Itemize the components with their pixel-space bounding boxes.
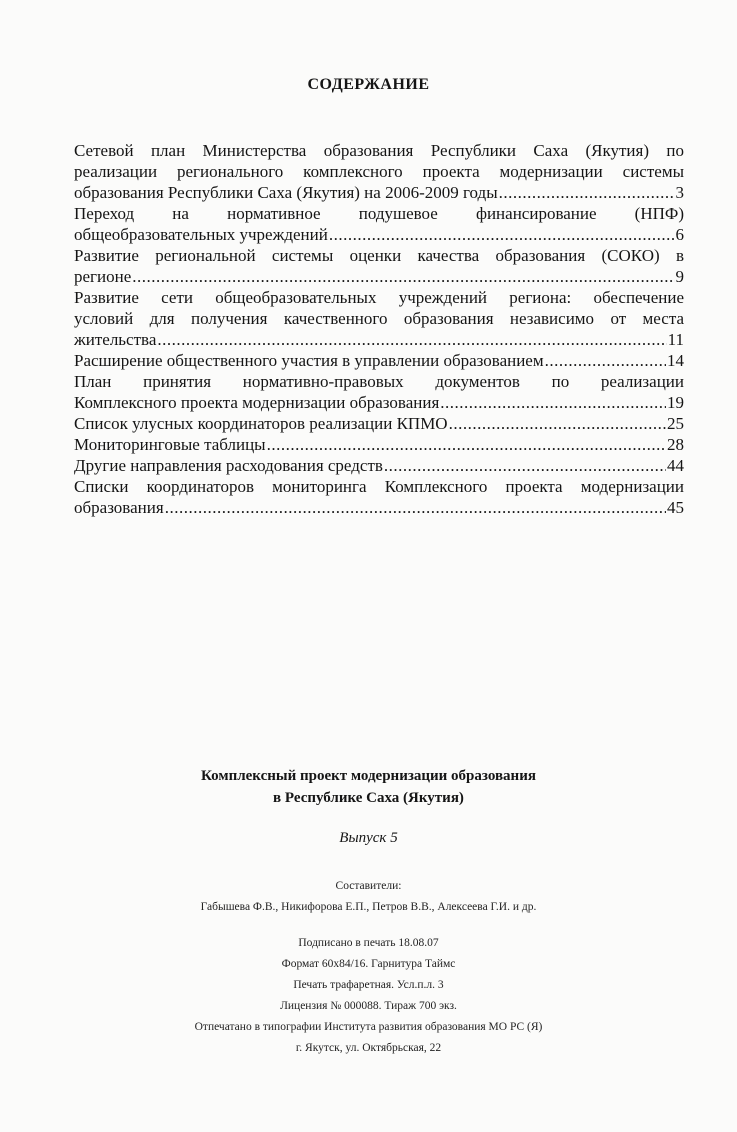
dot-leader — [165, 497, 666, 518]
imprint-line: Лицензия № 000088. Тираж 700 экз. — [280, 1000, 457, 1012]
toc-entry-text-line: условий для получения качественного образования независимо от места — [74, 309, 684, 328]
toc-entry[interactable] — [74, 413, 684, 434]
compilers — [0, 876, 737, 918]
toc-entry-text-line: План принятия нормативно-правовых документов по реализации — [74, 372, 684, 391]
toc-entry[interactable] — [74, 434, 684, 455]
dot-leader — [132, 266, 674, 287]
toc-entry-text: регионе — [74, 267, 132, 286]
dot-leader — [499, 182, 675, 203]
toc-entry-last-line — [74, 497, 684, 518]
toc-entry-last-line — [74, 413, 684, 434]
toc-page-number: 19 — [667, 393, 684, 412]
toc-entry-text-line: Переход на нормативное подушевое финансирование (НПФ) — [74, 204, 684, 223]
toc-page-number: 11 — [667, 330, 684, 349]
toc-entry-last-line — [74, 350, 684, 371]
toc-entry-text-line: Списки координаторов мониторинга Комплексного проекта модернизации — [74, 477, 684, 496]
imprint-line: Отпечатано в типографии Института развития образования МО РС (Я) — [194, 1021, 543, 1033]
publication-title-line-1: Комплексный проект модернизации образования — [201, 768, 536, 784]
toc-entry-last-line — [74, 329, 684, 350]
dot-leader — [440, 392, 666, 413]
toc-entry[interactable] — [74, 371, 684, 413]
toc-entry-text: Другие направления расходования средств — [74, 456, 383, 475]
toc-entry-last-line — [74, 392, 684, 413]
compilers-names: Габышева Ф.В., Никифорова Е.П., Петров В.В., Алексеева Г.И. и др. — [200, 901, 537, 913]
toc-entry[interactable] — [74, 287, 684, 350]
toc-entry-text: Расширение общественного участия в управлении образованием — [74, 351, 544, 370]
toc-entry-text: образования — [74, 498, 164, 517]
toc-entry-last-line — [74, 224, 684, 245]
toc-page-number: 14 — [667, 351, 684, 370]
toc-page-number: 25 — [667, 414, 684, 433]
toc-entry-last-line — [74, 266, 684, 287]
imprint-line: г. Якутск, ул. Октябрьская, 22 — [295, 1042, 442, 1054]
dot-leader — [267, 434, 666, 455]
toc-entry-text: жительства — [74, 330, 157, 349]
toc-page-number: 45 — [667, 498, 684, 517]
toc-page-number: 6 — [675, 225, 684, 244]
toc-entry-text-line: Сетевой план Министерства образования Республики Саха (Якутия) по — [74, 141, 684, 160]
toc-entry[interactable] — [74, 350, 684, 371]
dot-leader — [545, 350, 666, 371]
imprint-line: Подписано в печать 18.08.07 — [298, 937, 439, 949]
publication-title — [0, 765, 737, 809]
toc-title: СОДЕРЖАНИЕ — [307, 76, 430, 93]
toc-page-number: 9 — [675, 267, 684, 286]
toc-entry-last-line — [74, 434, 684, 455]
dot-leader — [449, 413, 666, 434]
toc-page-number: 3 — [675, 183, 684, 202]
toc-entry-text-line: Развитие региональной системы оценки качества образования (СОКО) в — [74, 246, 684, 265]
toc-entry-text-line: реализации регионального комплексного проекта модернизации системы — [74, 162, 684, 181]
compilers-label: Составители: — [335, 880, 402, 892]
toc-entry-text: Список улусных координаторов реализации КПМО — [74, 414, 448, 433]
toc-entry-text: Комплексного проекта модернизации образования — [74, 393, 440, 412]
imprint-line: Печать трафаретная. Усл.п.л. 3 — [293, 979, 444, 991]
issue-number: Выпуск 5 — [339, 830, 398, 846]
toc-entry[interactable] — [74, 455, 684, 476]
toc-page-number: 44 — [667, 456, 684, 475]
toc-page-number: 28 — [667, 435, 684, 454]
toc-entry-last-line — [74, 455, 684, 476]
dot-leader — [157, 329, 666, 350]
toc-entry-text: образования Республики Саха (Якутия) на 2006-2009 годы — [74, 183, 498, 202]
toc-entry-last-line — [74, 182, 684, 203]
toc-entry[interactable] — [74, 245, 684, 287]
toc-entry[interactable] — [74, 476, 684, 518]
publication-title-line-2: в Республике Саха (Якутия) — [273, 790, 464, 806]
toc-entry-text: общеобразовательных учреждений — [74, 225, 328, 244]
toc-entry[interactable] — [74, 140, 684, 203]
dot-leader — [329, 224, 675, 245]
dot-leader — [384, 455, 666, 476]
table-of-contents — [74, 140, 684, 518]
imprint — [0, 933, 737, 1059]
toc-entry-text-line: Развитие сети общеобразовательных учреждений региона: обеспечение — [74, 288, 684, 307]
toc-entry-text: Мониторинговые таблицы — [74, 435, 266, 454]
toc-entry[interactable] — [74, 203, 684, 245]
imprint-line: Формат 60х84/16. Гарнитура Таймс — [281, 958, 456, 970]
